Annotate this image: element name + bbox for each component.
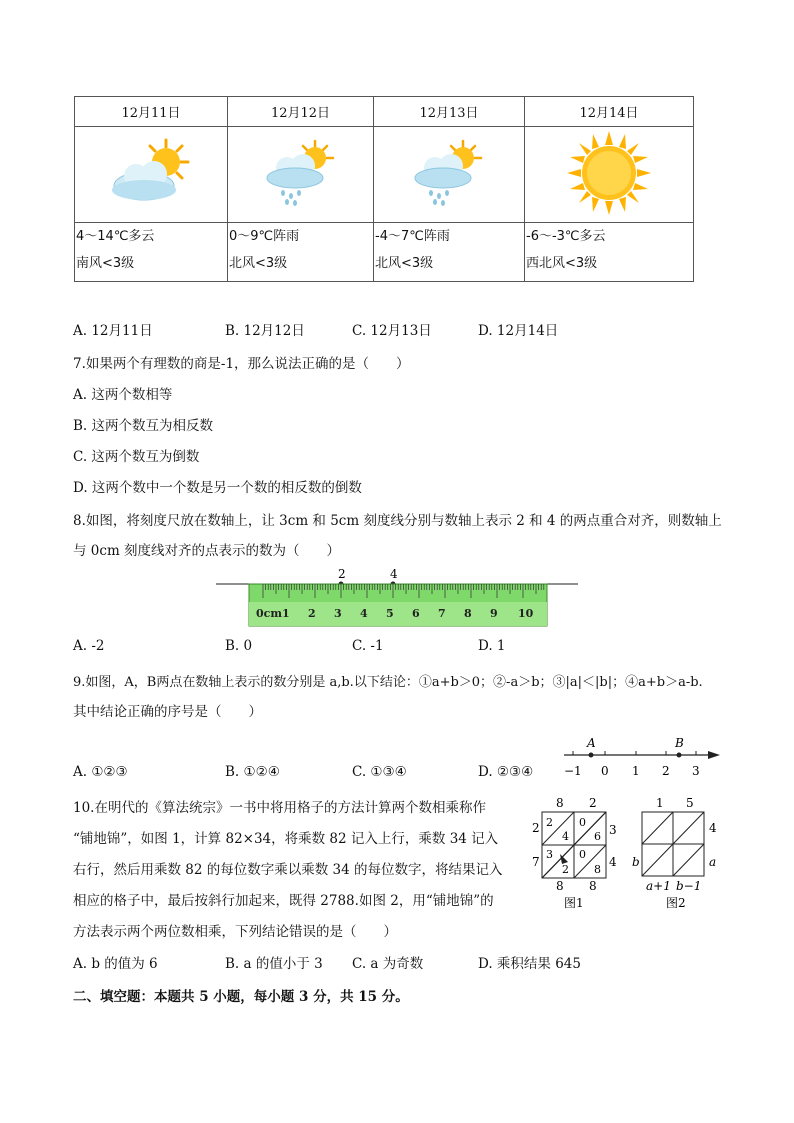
q9-option-c[interactable]: C. ①③④	[352, 764, 407, 780]
rain-sun-icon	[261, 138, 341, 208]
axis-label: 4	[390, 567, 398, 581]
q7-option-c[interactable]: C. 这两个数互为倒数	[73, 449, 200, 465]
q9-option-b[interactable]: B. ①②④	[225, 764, 280, 780]
fig1-cell: 4	[562, 830, 569, 843]
weather-wind: 西北风<3级	[526, 256, 598, 271]
q6-option-d[interactable]: D. 12月14日	[478, 323, 559, 339]
ruler-label: 5	[386, 607, 394, 620]
q7-option-a[interactable]: A. 这两个数相等	[73, 387, 173, 403]
weather-wind: 北风<3级	[375, 256, 434, 271]
tick-label: 1	[632, 764, 640, 778]
weather-date: 12月14日	[525, 97, 694, 127]
weather-info-cell	[75, 223, 228, 282]
q10-line: “铺地锦”，如图 1，计算 82×34，将乘数 82 记入上行，乘数 34 记入	[73, 831, 499, 847]
q10-option-c[interactable]: C. a 为奇数	[352, 956, 424, 972]
q10-line: 10.在明代的《算法统宗》一书中将用格子的方法计算两个数相乘称作	[73, 800, 486, 816]
tick-label: 2	[662, 764, 670, 778]
weather-table	[74, 96, 694, 282]
ruler-label: 7	[438, 607, 446, 620]
lattice-figure-1	[526, 794, 622, 914]
fig1-left: 7	[532, 855, 540, 869]
fig1-bottom: 8	[589, 879, 597, 893]
fig2-bottom: b−1	[676, 879, 702, 893]
weather-info-cell	[525, 223, 694, 282]
weather-pic-cell	[228, 127, 374, 223]
q9-stem-line1: 9.如图，A，B两点在数轴上表示的数分别是 a,b.以下结论：①a+b＞0；②-a＞b；③|a|＜|b|；④a+b＞a-b.	[73, 675, 703, 690]
q10-line: 相应的格子中，最后按斜行加起来，既得 2788.如图 2，用“铺地锦”的	[73, 893, 494, 909]
q10-line: 右行，然后用乘数 82 的每位数字乘以乘数 34 的每位数字，将结果记入	[73, 862, 503, 878]
weather-temp: 4～14℃多云	[76, 229, 155, 244]
fig1-right: 3	[609, 823, 617, 837]
ruler-label: 10	[518, 607, 534, 620]
fig1-cell: 0	[579, 848, 586, 861]
weather-pic-cell	[75, 127, 228, 223]
ruler-label: 3	[334, 607, 342, 620]
point-label: B	[675, 736, 684, 750]
q7-option-d[interactable]: D. 这两个数中一个数是另一个数的相反数的倒数	[73, 480, 362, 496]
fig1-cell: 2	[562, 863, 569, 876]
tick-label: −1	[564, 764, 582, 778]
fig2-top: 1	[656, 796, 664, 810]
q9-stem-line2: 其中结论正确的序号是（ ）	[73, 704, 262, 720]
fig1-cell: 3	[546, 848, 553, 861]
q10-option-b[interactable]: B. a 的值小于 3	[225, 956, 323, 972]
axis-label: 2	[338, 567, 346, 581]
point-label: A	[587, 736, 596, 750]
q6-option-c[interactable]: C. 12月13日	[352, 323, 432, 339]
q6-option-b[interactable]: B. 12月12日	[225, 323, 305, 339]
q10-line: 方法表示两个两位数相乘，下列结论错误的是（ ）	[73, 924, 397, 940]
ruler-label: 0cm1	[256, 607, 290, 620]
ruler-label: 2	[308, 607, 316, 620]
weather-date: 12月13日	[374, 97, 525, 127]
weather-date: 12月12日	[228, 97, 374, 127]
q10-option-d[interactable]: D. 乘积结果 645	[478, 956, 581, 972]
q8-option-b[interactable]: B. 0	[225, 638, 253, 654]
number-line-figure	[558, 733, 724, 781]
fig1-bottom: 8	[556, 879, 564, 893]
fig2-right: 4	[709, 821, 717, 835]
fig2-left: b	[632, 855, 640, 869]
weather-pic-cell	[374, 127, 525, 223]
ruler-label: 8	[464, 607, 472, 620]
fig1-caption: 图1	[564, 896, 584, 910]
q7-option-b[interactable]: B. 这两个数互为相反数	[73, 418, 214, 434]
q8-stem-line1: 8.如图，将刻度尺放在数轴上，让 3cm 和 5cm 刻度线分别与数轴上表示 2 和 4 的两点重合对齐，则数轴上	[73, 513, 722, 529]
ruler-figure	[212, 562, 582, 630]
weather-pic-cell	[525, 127, 694, 223]
q9-option-d[interactable]: D. ②③④	[478, 764, 534, 780]
weather-info-cell	[374, 223, 525, 282]
fig2-top: 5	[686, 796, 694, 810]
fig2-caption: 图2	[666, 896, 686, 910]
fig1-cell: 2	[546, 816, 553, 829]
weather-temp: 0～9℃阵雨	[229, 229, 300, 244]
fig1-top: 2	[589, 796, 597, 810]
fig2-bottom: a+1	[646, 879, 671, 893]
rain-sun-icon	[409, 138, 489, 208]
q8-option-d[interactable]: D. 1	[478, 638, 506, 654]
section-heading: 二、填空题：本题共 5 小题，每小题 3 分，共 15 分。	[73, 989, 409, 1005]
lattice-figure-2	[626, 794, 726, 914]
point-a	[589, 753, 594, 758]
q8-option-c[interactable]: C. -1	[352, 638, 384, 654]
weather-date: 12月11日	[75, 97, 228, 127]
fig1-cell: 6	[594, 830, 601, 843]
q8-stem-line2: 与 0cm 刻度线对齐的点表示的数为（ ）	[73, 543, 341, 559]
weather-wind: 南风<3级	[76, 256, 135, 271]
fig1-cell: 0	[579, 816, 586, 829]
q8-option-a[interactable]: A. -2	[73, 638, 105, 654]
q7-stem: 7.如果两个有理数的商是-1，那么说法正确的是（ ）	[73, 356, 410, 372]
ruler-label: 6	[412, 607, 420, 620]
weather-wind: 北风<3级	[229, 256, 288, 271]
fig1-left: 2	[532, 821, 540, 835]
ruler-label: 9	[490, 607, 498, 620]
partly-cloudy-icon	[106, 138, 196, 208]
q6-option-a[interactable]: A. 12月11日	[73, 323, 153, 339]
weather-info-cell	[228, 223, 374, 282]
point-b	[677, 753, 682, 758]
fig1-right: 4	[609, 855, 617, 869]
tick-label: 0	[601, 764, 609, 778]
fig2-right: a	[709, 855, 717, 869]
weather-temp: -4～7℃阵雨	[375, 229, 450, 244]
weather-temp: -6～-3℃多云	[526, 229, 606, 244]
sun-icon	[567, 131, 651, 215]
tick-label: 3	[692, 764, 700, 778]
arrow-head	[708, 751, 720, 759]
ruler-label: 4	[360, 607, 368, 620]
fig1-cell: 8	[594, 863, 601, 876]
q10-option-a[interactable]: A. b 的值为 6	[73, 956, 158, 972]
fig1-top: 8	[556, 796, 564, 810]
q9-option-a[interactable]: A. ①②③	[73, 764, 128, 780]
